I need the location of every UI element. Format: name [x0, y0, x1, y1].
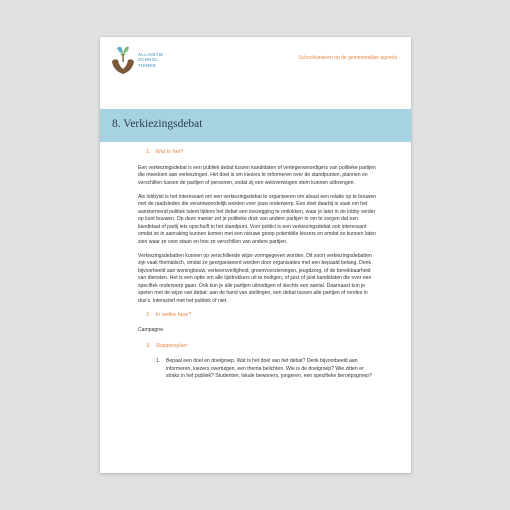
heading-number: 1. — [146, 149, 151, 155]
header-tagline: Schooltuinieren op de gemeentelijke agenda — [298, 55, 397, 61]
logo-line: ALLIANTIE — [138, 52, 164, 57]
heading-text: Stappenplan: — [155, 342, 189, 349]
list-item — [138, 358, 378, 381]
document-body — [138, 149, 378, 381]
heading-text: In welke fase? — [155, 311, 192, 318]
step-number: 1. — [156, 358, 161, 364]
steps-list — [138, 358, 378, 381]
step-text: Bepaal een doel en doelgroep. Wat is het doel van het debat? Denk bijvoorbeeld aan informeren, kiezers overtuigen, een thema belichten. Wie is de doelgroep? Wie zitten er straks in het publiek? Studenten, lokale bewoners, jongeren, een specifieke beroepsgroep? — [166, 358, 372, 379]
paragraph: Verkiezingsdebatten kunnen op verschillende wijze vormgegeven worden. Dit soort verkiezingsdebatten zijn vaak thematisch, omdat ze georganiseerd worden door organisaties met een bepaald belang. Denk bijvoorbeeld aan woningbouw, verkeersveiligheid, groenvoorzieningen, jeugdzorg, of de bereikbaarheid van diensten. Het is een optie om alle lijsttrekkers uit te nodigen, of juist of juist kandidaten die over een specifiek onderwerp gaan. Ook kun je alle partijen uitnodigen of slechts een aantal. Daarnaast kun je spelen met de wijze van debat: aan de hand van stellingen, een debat tussen alle partijen of rondes in duo's, interactief met het publiek of niet. — [138, 252, 372, 304]
heading-number: 3. — [146, 342, 151, 349]
section-heading — [138, 312, 378, 320]
plant-logo-icon — [110, 45, 136, 75]
chapter-title: 8. Verkiezingsdebat — [112, 118, 203, 130]
logo-line: TUINEN — [138, 62, 156, 68]
logo-wordmark — [138, 52, 163, 68]
phase-text: Campagne. — [138, 327, 165, 333]
document-page — [100, 37, 411, 473]
paragraph: Een verkiezingsdebat is een publiek debat tussen kandidaten of vertegenwoordigers van politieke partijen die meedoen aan verkiezingen. Het doel is om kiezers te informeren over de standpunten, plannen en verschillen tussen de partijen of personen, zodat zij een weloverwogen stem kunnen uitbrengen. — [138, 164, 376, 186]
section-banner — [100, 109, 411, 142]
section-heading — [138, 149, 378, 157]
heading-text: Wat is het? — [155, 149, 184, 155]
paragraph: Als lobbyist is het interessant om een verkiezingsdebat te organiseren om alvast een relatie op te bouwen met de raadsleden die verantwoordelijk worden voor jouw onderwerp. Een doel daarbij is vaak om het aanstormend politiek talent tijdens het debat een toezegging te ontlokken, waar je later in de lobby verder op kunt bouwen. Op deze manier zet je politieke druk van andere partijen in om te zorgen dat een kandidaat of partij iets opschuift in het standpunt. Voor politici is een verkiezingsdebat ook interessant omdat ze in aanraking kunnen komen met een nieuwe groep potentiële kiezers en omdat ze kunnen laten zien waar ze voor staan en hoe ze verschillen van andere partijen. — [138, 193, 377, 245]
heading-number: 2. — [146, 311, 151, 318]
logo-line: SCHOOL — [138, 57, 159, 63]
alliantie-schooltuinen-logo — [110, 45, 180, 77]
section-heading — [138, 343, 378, 351]
